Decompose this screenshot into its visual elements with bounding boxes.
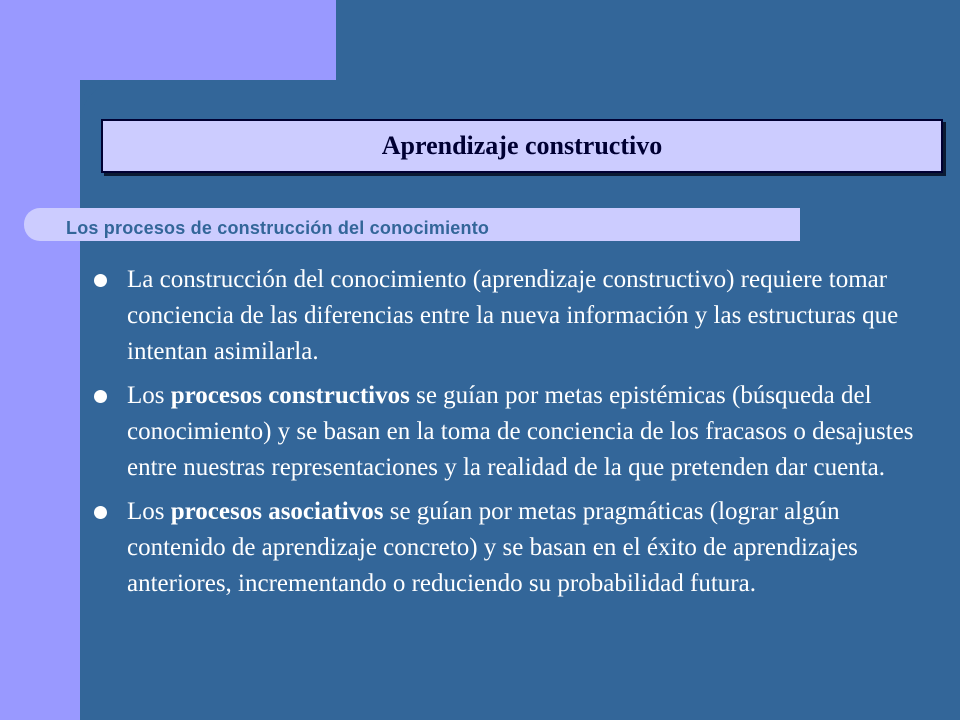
bullet-bold-term: procesos asociativos: [170, 498, 384, 525]
bullet-text-before: Los: [127, 498, 171, 525]
slide-subtitle: Los procesos de construcción del conocimiento: [66, 218, 490, 238]
bullet-text-before: Los: [127, 382, 171, 409]
bullet-text-after: se guían por metas epistémicas (búsqueda del conocimiento) y se basan en la toma de conciencia de los fracasos o desajustes entre nuestras representaciones y la realidad de la que pretenden dar cuenta.: [127, 382, 914, 481]
bullet-item-1: [90, 262, 920, 370]
bullet-item-3: [90, 494, 920, 602]
left-accent-strip: [0, 0, 80, 720]
subtitle-band: [24, 208, 800, 241]
bullet-dot-icon: [94, 390, 107, 403]
bullet-text-before: La construcción del conocimiento (aprendizaje constructivo) requiere tomar conciencia de las diferencias entre la nueva información y las estructuras que intentan asimilarla.: [127, 266, 899, 365]
slide-title: Aprendizaje constructivo: [381, 131, 663, 160]
bullet-text-after: se guían por metas pragmáticas (lograr algún contenido de aprendizaje concreto) y se basan en el éxito de aprendizajes anteriores, incrementando o reduciendo su probabilidad futura.: [127, 498, 858, 597]
bullet-item-2: [90, 378, 920, 486]
bullet-dot-icon: [94, 506, 107, 519]
bullet-dot-icon: [94, 274, 107, 287]
top-accent-block: [80, 0, 336, 80]
title-box: [101, 119, 943, 173]
bullet-list: [90, 262, 920, 610]
bullet-bold-term: procesos constructivos: [170, 382, 410, 409]
